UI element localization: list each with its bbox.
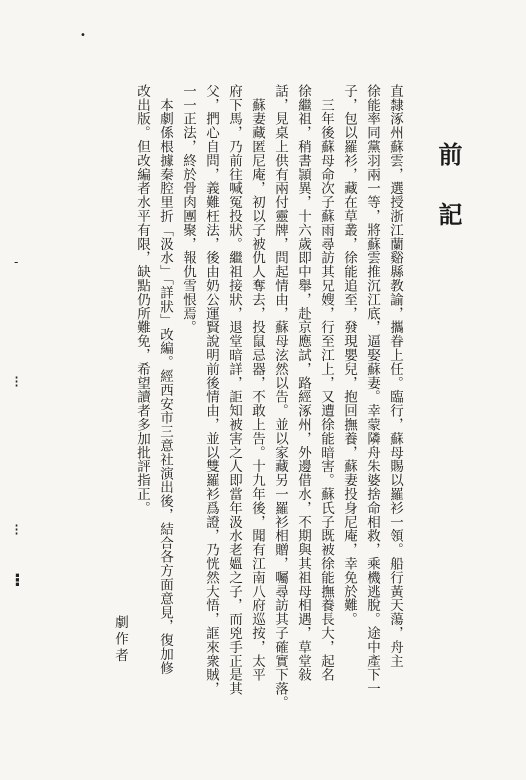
text-line: 蘇妻藏匿尼庵，初以子被仇人奪去，投鼠忌器，不敢上告。十九年後，聞有江南八府巡按，太平 [249,84,265,682]
text-line: 父，捫心自問，義難枉法，後由奶公運賢說明前後情由，並以雙羅衫爲證，乃恍然大悟，誆來衆賊， [203,84,219,696]
margin-dot: • [80,30,86,41]
text-line: 子，包以羅衫，藏在草叢，徐能追至，發現嬰兒，抱回撫養，蘇妻投身尼庵，幸免於難。 [341,84,357,627]
margin-tick: ⁝ [14,520,20,539]
text-line: 一一正法，終於骨肉團聚，報仇雪恨焉。 [180,84,196,335]
page-title: 前記 [434,142,463,262]
text-line: 改出版。但改編者水平有限，缺點仍所難免，希望讀者多加批評指正。 [134,84,150,515]
text-line: 話，見桌上供有兩付靈牌，問起情由，蘇母泫然以告。並以家藏另一羅衫相贈，囑尋訪其子確實下落。 [272,84,288,710]
text-frame [58,62,488,728]
margin-tick: ⁝ [14,372,20,391]
author-signature: 劇作者 [112,614,128,664]
text-line: 徐能率同黨羽兩一等，將蘇雲推沉江底，逼娶蘇妻。幸蒙隣舟朱婆捨命相救，乘機逃脫。途中產下一 [364,84,380,696]
margin-tick: ⁝ [14,570,21,591]
text-line: 直隸涿州蘇雲，選授浙江蘭谿縣教諭，攜眷上任。臨行，蘇母賜以羅衫一領。船行黃天蕩，舟主 [387,84,403,668]
margin-tick: - [14,255,19,269]
text-line: 徐繼祖，稍書頴異，十六歲即中舉，赴京應試，路經涿州，外邊借水，不期與其祖母相遇，草堂敍 [295,84,311,682]
text-line: 三年後蘇母命次子蘇雨尋訪其兄嫂，行至江上，又遭徐能暗害。蘇氏子既被徐能撫養長大，起名 [318,84,334,682]
text-line: 本劇係根據秦腔里折「汲水」「詳狀」改編。經西安市三意社演出後，結合各方面意見，復加修 [157,84,173,675]
preface-body [130,84,406,710]
text-line: 府下馬，乃前往喊冤投狀。繼祖接狀，退堂暗詳，詎知被害之人即當年汲水老媼之子，而兇手正是其 [226,84,242,696]
